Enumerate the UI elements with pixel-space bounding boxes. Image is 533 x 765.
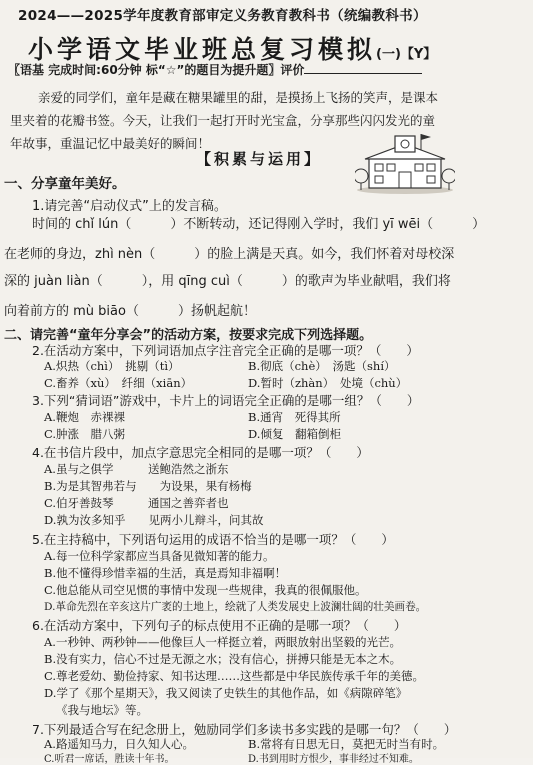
evaluation-blank[interactable] — [304, 61, 422, 74]
q7-option-a[interactable]: A.路遥知马力，日久知人心。 — [44, 737, 194, 751]
q5-option-a[interactable]: A.每一位科学家都应当具备见微知著的能力。 — [44, 549, 275, 563]
section-title: 【积累与运用】 — [196, 150, 323, 168]
q6-option-b[interactable]: B.没有实力，信心不过是无源之水；没有信心，拼搏只能是无本之木。 — [44, 652, 402, 666]
q6-option-d-cont: 《我与地坛》等。 — [56, 703, 148, 717]
q4-option-a[interactable]: A.虽与之俱学 送鲍浩然之浙东 — [44, 462, 229, 476]
q3-option-a[interactable]: A.鞭炮 赤裸裸 — [44, 410, 125, 424]
fill-line-3[interactable]: 深的 juàn liàn（ ），用 qīng cuì（ ）的歌声为毕业献唱，我们将 — [4, 274, 451, 289]
info-text: 〖语基 完成时间:60分钟 标“☆”的题目为提升题〗评价 — [8, 63, 305, 77]
header-line: 2024——2025学年度教育部审定义务教育教科书（统编教科书） — [18, 8, 427, 24]
q6-option-c[interactable]: C.尊老爱幼、勤俭持家、知书达理……这些都是中华民族传承千年的美德。 — [44, 669, 425, 683]
q3-stem: 3.下列“猜词语”游戏中，卡片上的词语完全正确的是哪一组？（ ） — [32, 393, 420, 408]
q4-option-c[interactable]: C.伯牙善鼓琴 通国之善弈者也 — [44, 496, 229, 510]
exam-title-main: 小学语文毕业班总复习模拟 — [28, 35, 377, 64]
q3-option-d[interactable]: D.倾复 翻箱倒柜 — [248, 427, 341, 441]
q7-option-b[interactable]: B.常将有日思无日，莫把无时当有时。 — [248, 737, 445, 751]
fill-line-1[interactable]: 时间的 chǐ lún（ ）不断转动，还记得刚入学时，我们 yī wēi（ ） — [32, 217, 486, 232]
fill-line-4[interactable]: 向着前方的 mù biāo（ ）扬帆起航！ — [4, 304, 256, 319]
q3-option-c[interactable]: C.肿涨 腊八粥 — [44, 427, 126, 441]
part2-heading: 二、请完善“童年分享会”的活动方案，按要求完成下列选择题。 — [4, 328, 373, 343]
q6-option-a[interactable]: A.一秒钟、两秒钟——他像巨人一样挺立着，两眼放射出坚毅的光芒。 — [44, 635, 401, 649]
q2-option-b[interactable]: B.彻底（chè） 汤匙（shí） — [248, 359, 396, 373]
q7-option-d[interactable]: D.书到用时方恨少，事非经过不知难。 — [248, 754, 419, 765]
q2-option-d[interactable]: D.暂时（zhàn） 处境（chù） — [248, 376, 408, 390]
q7-option-c[interactable]: C.听君一席话，胜读十年书。 — [44, 754, 175, 765]
q2-stem: 2.在活动方案中，下列词语加点字注音完全正确的是哪一项？（ ） — [32, 343, 419, 358]
q5-option-c[interactable]: C.他总能从司空见惯的事情中发现一些规律，我真的很佩服他。 — [44, 583, 367, 597]
q4-option-d[interactable]: D.孰为汝多知乎 见两小儿辩斗，问其故 — [44, 513, 264, 527]
q5-option-b[interactable]: B.他不懂得珍惜幸福的生活，真是焉知非福啊！ — [44, 566, 287, 580]
q3-option-b[interactable]: B.通宵 死得其所 — [248, 410, 341, 424]
q1-stem: 1.请完善“启动仪式”上的发言稿。 — [32, 199, 227, 214]
q5-stem: 5.在主持稿中，下列语句运用的成语不恰当的是哪一项？（ ） — [32, 532, 394, 547]
part1-heading: 一、分享童年美好。 — [4, 176, 126, 192]
q6-option-d[interactable]: D.学了《那个星期天》，我又阅读了史铁生的其他作品，如《病隙碎笔》 — [44, 686, 408, 700]
info-line — [8, 61, 422, 78]
exam-title-suffix: (一)【Y】 — [376, 47, 437, 62]
intro-line-1: 亲爱的同学们，童年是藏在糖果罐里的甜，是摸扬上飞扬的笑声，是课本 — [38, 90, 439, 105]
fill-line-2[interactable]: 在老师的身边，zhì nèn（ ）的脸上满是天真。如今，我们怀着对母校深 — [4, 247, 455, 262]
intro-line-2: 里夹着的花瓣书签。今天，让我们一起打开时光宝盒，分享那些闪闪发光的童 — [10, 113, 436, 128]
q6-stem: 6.在活动方案中，下列句子的标点使用不正确的是哪一项？（ ） — [32, 618, 407, 633]
school-building-icon — [355, 132, 455, 194]
q4-option-b[interactable]: B.为是其智弗若与 为设果，果有杨梅 — [44, 479, 252, 493]
q5-option-d[interactable]: D.革命先烈在辛亥这片广袤的土地上，绘就了人类发展史上波澜壮阔的壮美画卷。 — [44, 601, 427, 613]
intro-line-3: 年故事，重温记忆中最美好的瞬间！ — [10, 136, 211, 151]
q7-stem: 7.下列最适合写在纪念册上，勉励同学们多读书多实践的是哪一句？（ ） — [32, 722, 457, 737]
q2-option-c[interactable]: C.畜养（xù） 纤细（xiān） — [44, 376, 193, 390]
q2-option-a[interactable]: A.炽热（chì） 挑剔（tì） — [44, 359, 180, 373]
q4-stem: 4.在书信片段中，加点字意思完全相同的是哪一项？（ ） — [32, 445, 369, 460]
